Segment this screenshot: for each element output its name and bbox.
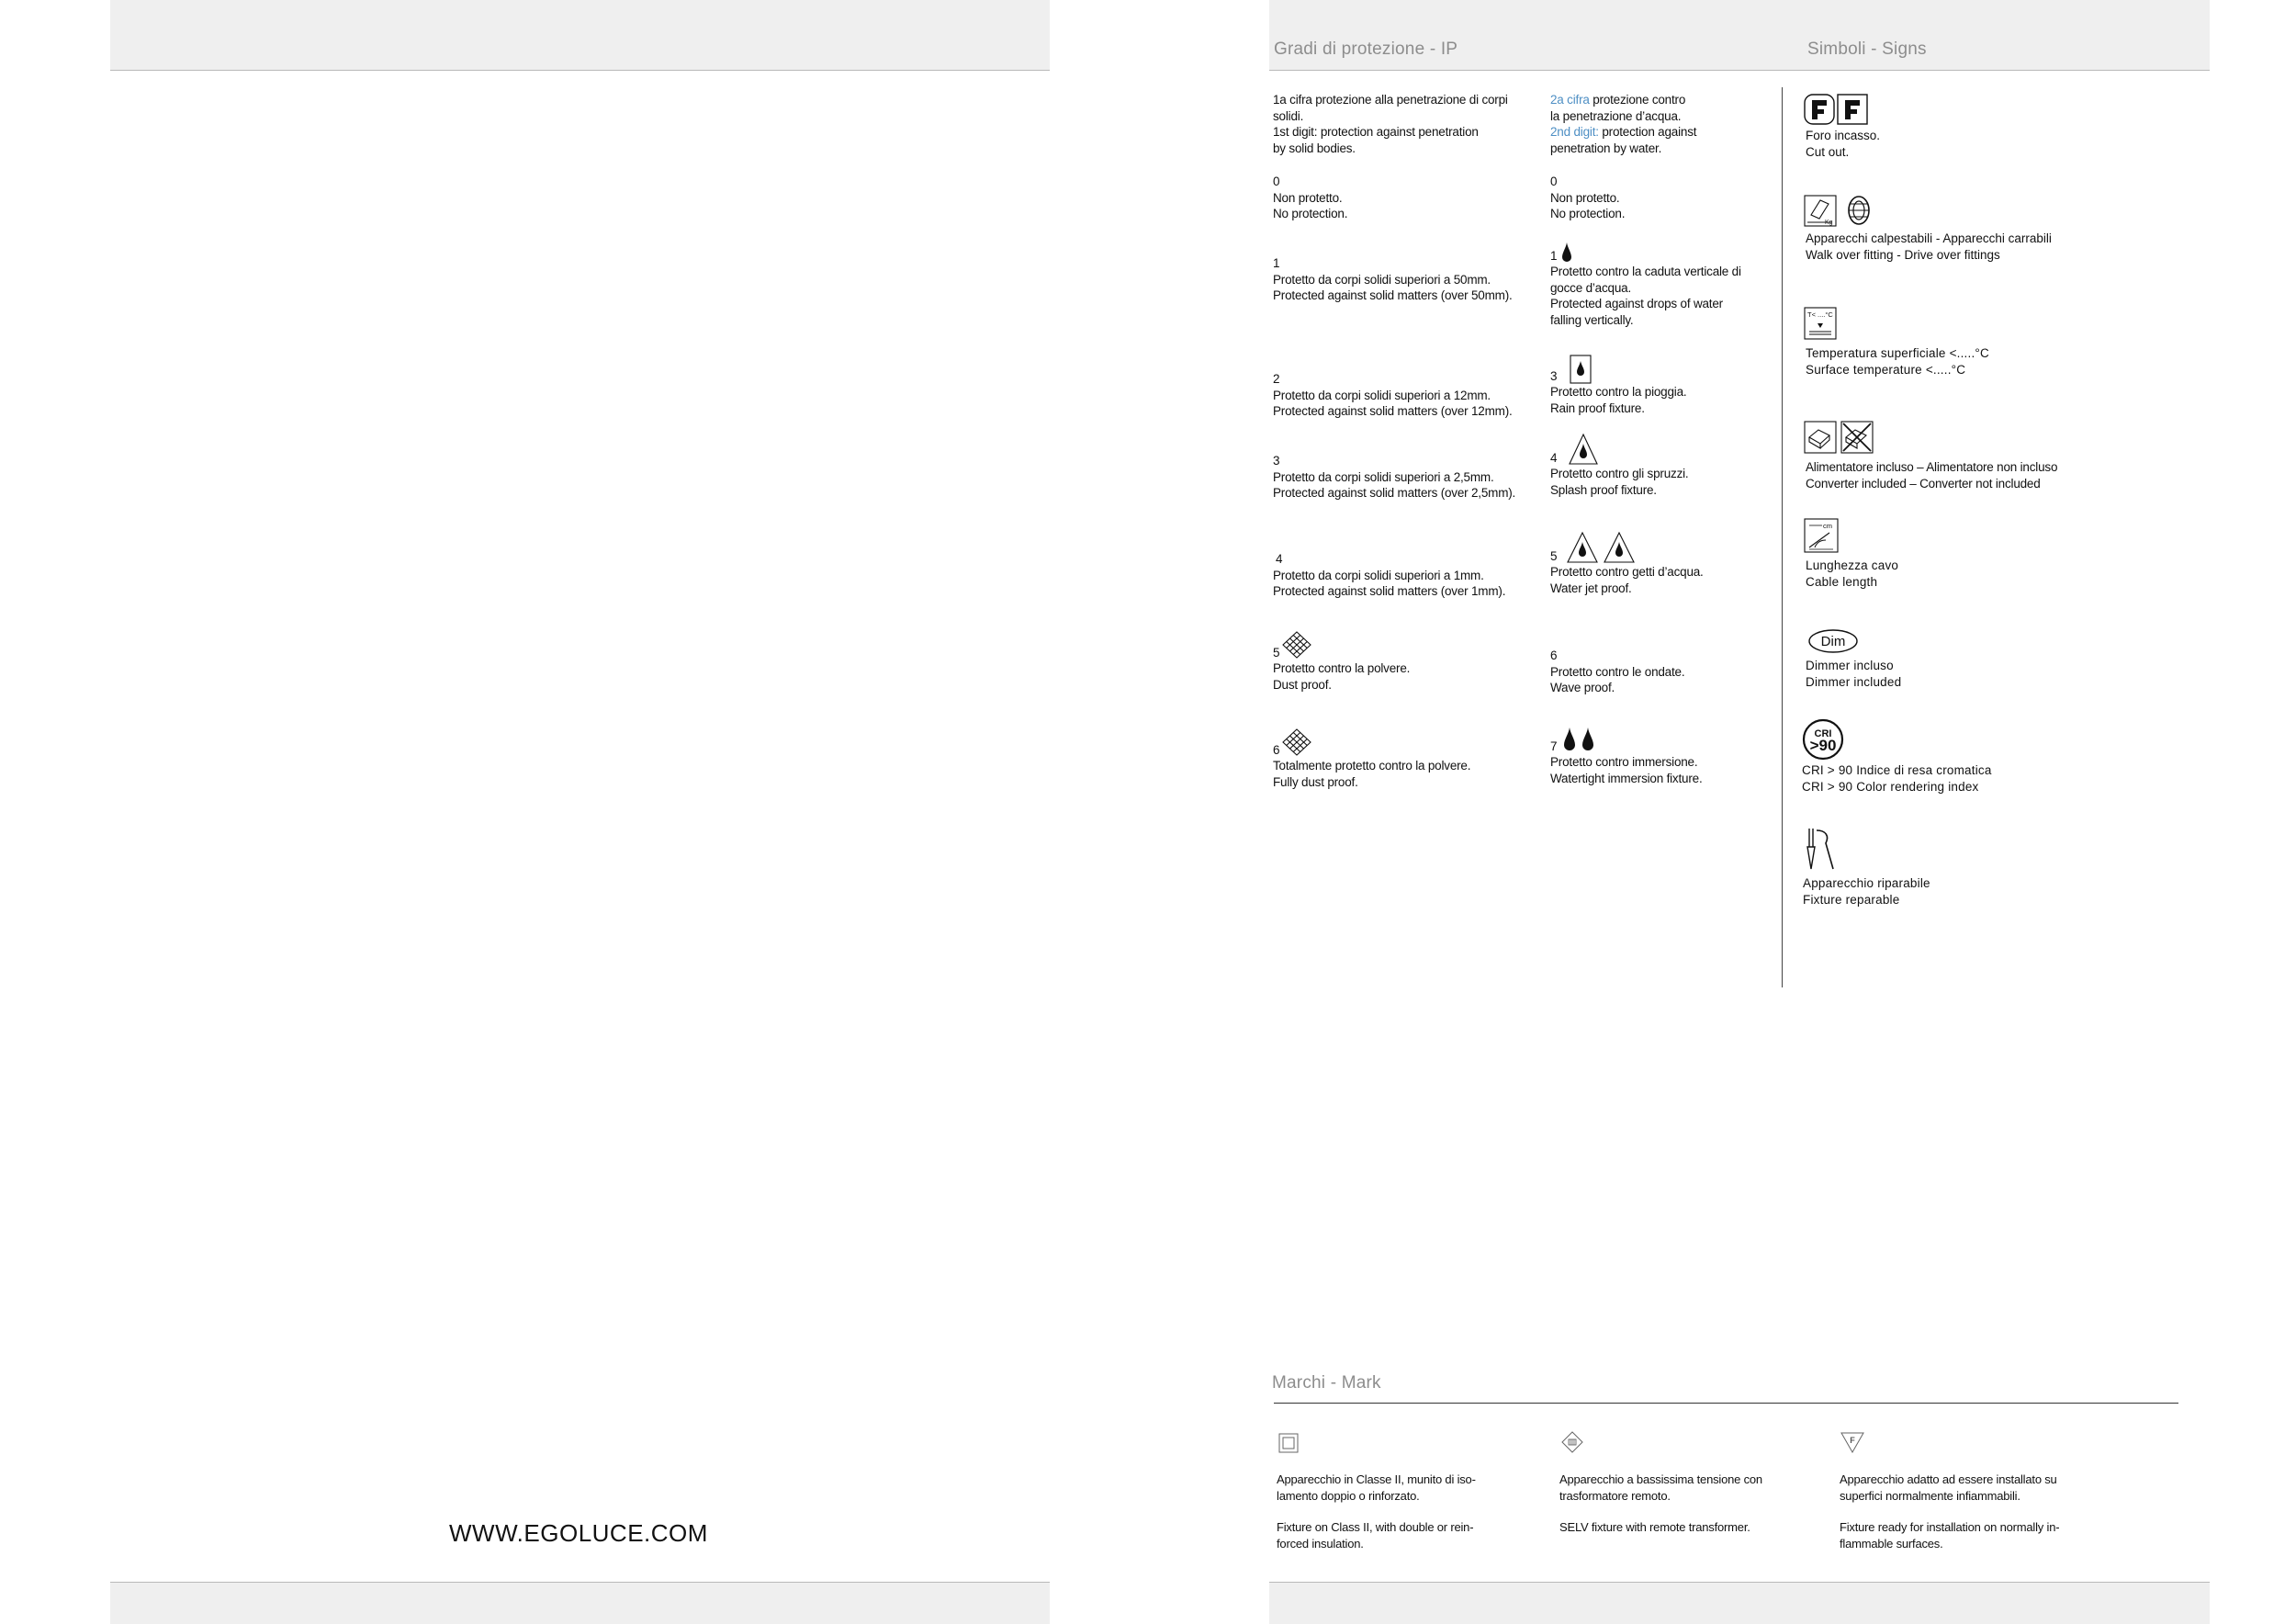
left-top-rule: [110, 70, 1050, 71]
class-ii-icon: [1278, 1433, 1299, 1453]
water-jet-icon: [1560, 531, 1636, 564]
rain-proof-icon: [1560, 355, 1592, 384]
signs-divider: [1782, 87, 1783, 987]
sign-surface-temperature: Temperatura superficiale <.....°C Surface temperature <.....°C: [1806, 346, 1989, 377]
f-mark-icon: [1840, 1431, 1864, 1453]
converter-icon: [1804, 421, 1874, 454]
sign-cri: CRI > 90 Indice di resa cromatica CRI > 90 Color rendering index: [1802, 763, 1992, 794]
water-level-7: 7 Protetto contro immersione. Watertight immersion fixture.: [1550, 727, 1703, 786]
svg-text:cm: cm: [1823, 522, 1832, 530]
selv-icon: [1561, 1431, 1583, 1453]
sign-repairable: Apparecchio riparabile Fixture reparable: [1803, 876, 1930, 907]
svg-text:>90: >90: [1809, 737, 1837, 754]
right-bottom-band: [1269, 1583, 2210, 1624]
ip-section-header: Gradi di protezione - IP: [1274, 39, 1458, 59]
svg-text:Kg: Kg: [1825, 220, 1833, 226]
sign-walk-over: Apparecchi calpestabili - Apparecchi carrabili Walk over fitting - Drive over fittings: [1806, 231, 2052, 262]
splash-proof-icon: [1560, 433, 1599, 466]
left-top-band: [110, 0, 1050, 70]
solid-level-6: 6 Totalmente protetto contro la polvere. Fully dust proof.: [1273, 728, 1470, 790]
solid-level-3: 3 Protetto da corpi solidi superiori a 2,5mm. Protected against solid matters (over 2,5mm).: [1273, 454, 1516, 500]
cable-length-icon: [1804, 518, 1839, 553]
solid-level-0: 0 Non protetto. No protection.: [1273, 175, 1348, 220]
svg-text:F: F: [1850, 1436, 1855, 1445]
dust-grid-icon: [1281, 728, 1312, 756]
water-level-4: 4 Protetto contro gli spruzzi. Splash proof fixture.: [1550, 433, 1688, 498]
svg-text:Dim: Dim: [1820, 634, 1846, 649]
right-top-rule: [1269, 70, 2210, 71]
sign-cable-length: Lunghezza cavo Cable length: [1806, 558, 1899, 589]
solid-level-1: 1 Protetto da corpi solidi superiori a 50mm. Protected against solid matters (over 50mm).: [1273, 256, 1513, 302]
water-drop-icon: [1560, 242, 1573, 264]
mark-selv: Apparecchio a bassissima tensione con trasformatore remoto. SELV fixture with remote transformer.: [1559, 1472, 1762, 1534]
solid-level-4: 4 Protetto da corpi solidi superiori a 1mm. Protected against solid matters (over 1mm).: [1273, 552, 1506, 598]
repairable-icon: [1804, 827, 1835, 871]
cri-icon: [1802, 718, 1844, 761]
walk-over-icon: [1804, 193, 1872, 228]
dimmer-icon: [1807, 628, 1859, 654]
svg-text:CRI: CRI: [1814, 728, 1832, 739]
marks-rule: [1274, 1403, 2178, 1404]
first-digit-intro: 1a cifra protezione alla penetrazione di corpi solidi. 1st digit: protection against penetration by solid bodies.: [1273, 93, 1508, 155]
cut-out-icon: [1804, 94, 1868, 125]
left-bottom-band: [110, 1583, 1050, 1624]
water-level-5: 5 Protetto contro getti d’acqua. Water jet proof.: [1550, 531, 1704, 596]
water-level-1: 1 Protetto contro la caduta verticale di gocce d’acqua. Protected against drops of water falling vertically.: [1550, 242, 1741, 328]
second-digit-intro: 2a cifra protezione contro la penetrazione d’acqua. 2nd digit: protection against penetration by water.: [1550, 93, 1697, 155]
sign-dimmer: Dimmer incluso Dimmer included: [1806, 659, 1902, 689]
sign-converter: Alimentatore incluso – Alimentatore non incluso Converter included – Converter not included: [1806, 460, 2058, 491]
mark-class-ii: Apparecchio in Classe II, munito di iso- lamento doppio o rinforzato. Fixture on Class II, with double or rein- forced insulation.: [1277, 1472, 1476, 1551]
solid-level-2: 2 Protetto da corpi solidi superiori a 12mm. Protected against solid matters (over 12mm).: [1273, 372, 1513, 418]
sign-cut-out: Foro incasso. Cut out.: [1806, 129, 1881, 159]
dust-grid-icon: [1281, 631, 1312, 659]
mark-flammable-surfaces: Apparecchio adatto ad essere installato su superfici normalmente infiammabili. Fixture ready for installation on normally in- flammable surfaces.: [1840, 1472, 2060, 1551]
website-url[interactable]: WWW.EGOLUCE.COM: [449, 1519, 708, 1547]
immersion-drops-icon: [1560, 727, 1597, 754]
water-level-3: 3 Protetto contro la pioggia. Rain proof fixture.: [1550, 355, 1686, 416]
water-level-0: 0 Non protetto. No protection.: [1550, 175, 1626, 220]
water-level-6: 6 Protetto contro le ondate. Wave proof.: [1550, 648, 1685, 694]
signs-section-header: Simboli - Signs: [1807, 39, 1927, 59]
surface-temperature-icon: [1804, 307, 1837, 340]
solid-level-5: 5 Protetto contro la polvere. Dust proof.: [1273, 631, 1410, 693]
svg-text:T< ....°C: T< ....°C: [1807, 310, 1833, 319]
marks-section-header: Marchi - Mark: [1272, 1373, 1381, 1393]
